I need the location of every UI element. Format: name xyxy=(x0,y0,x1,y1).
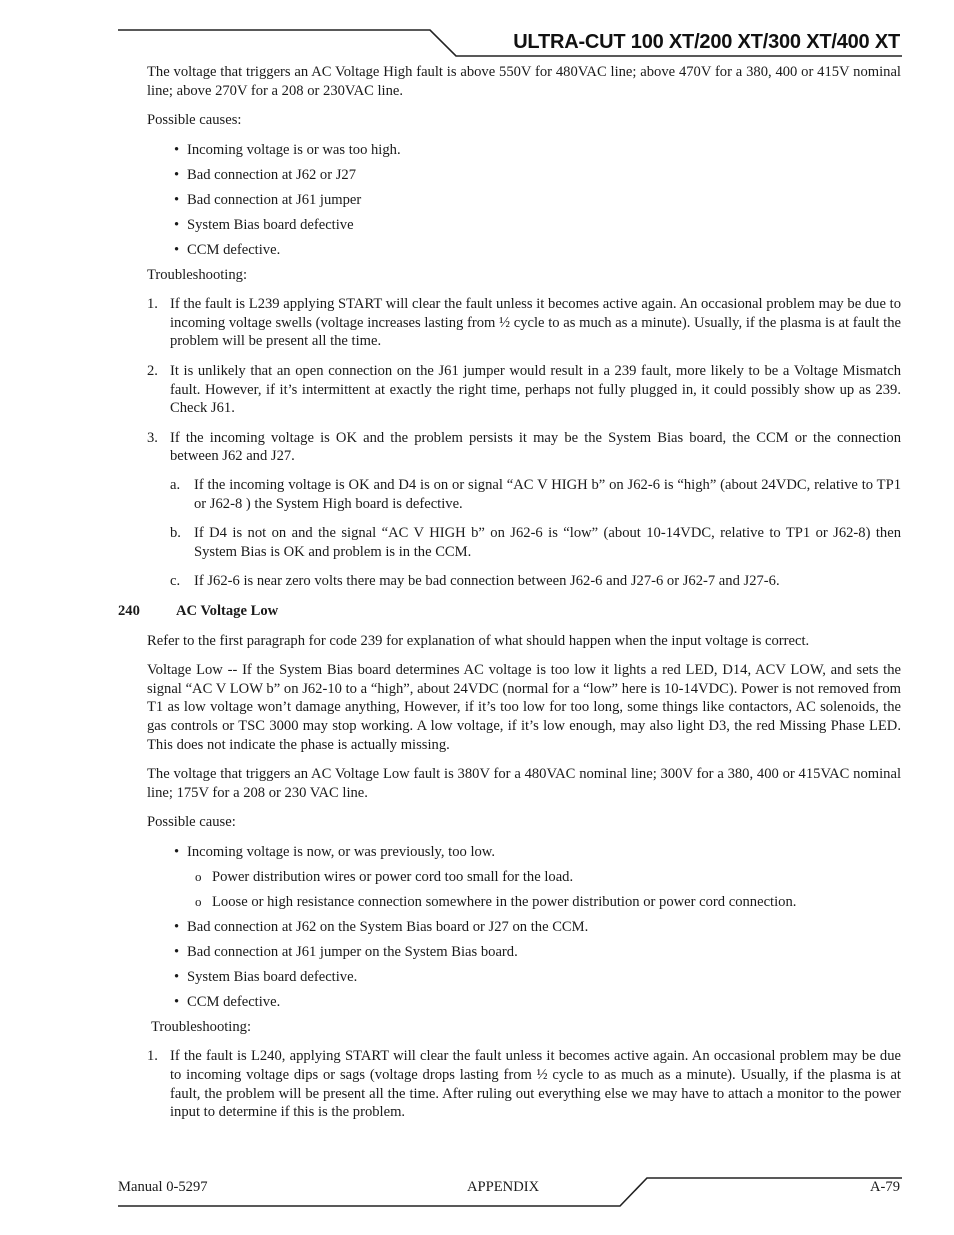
section-heading-240 xyxy=(118,602,901,621)
list-item: o Loose or high resistance connection somewhere in the power distribution or power cord connection. xyxy=(147,893,901,912)
list-item xyxy=(170,572,901,591)
list-item xyxy=(147,362,901,418)
high-causes-list xyxy=(147,141,901,260)
list-item: • Bad connection at J61 jumper xyxy=(147,191,901,210)
low-troubleshooting-label: Troubleshooting: xyxy=(151,1018,252,1035)
refer-paragraph: Refer to the first paragraph for code 239 for explanation of what should happen when the input voltage is correct. xyxy=(147,632,810,649)
low-trigger-paragraph: The voltage that triggers an AC Voltage Low fault is 380V for a 480VAC nominal line; 300V for a 380, 400 or 415VAC nominal line; 175V for a 208 or 230 VAC line. xyxy=(147,766,901,801)
substep-letter: c. xyxy=(170,573,181,590)
step-number: 1. xyxy=(147,1048,158,1065)
voltage-low-paragraph: Voltage Low -- If the System Bias board determines AC voltage is too low it lights a red LED, D14, ACV LOW, and sets the signal “AC V LOW b” on J62-10 to a “high”, about 24VDC (normal for a “low” here is 10-14VDC). Power is not removed from T1 as low voltage won’t damage anything, However, if it’s too low for too long, some things like contactors, AC solenoids, the gas controls or TSC 3000 may stop working. A low voltage, if it’s low enough, may also light D3, the red Missing Phase LED. This does not indicate the phase is actually missing. xyxy=(147,662,901,753)
list-item xyxy=(170,476,901,513)
list-item: • Incoming voltage is or was too high. xyxy=(147,141,901,160)
low-cause-label: Possible cause: xyxy=(147,814,236,831)
step-text: If the fault is L240, applying START will clear the fault unless it becomes active again. An occasional problem may be due to incoming voltage dips or sags (voltage drops lasting from ½ cycle to as much as a minute). Usually, if the plasma is at fault, the problem will be present all the time. After ruling out everything else we may have to attach a monitor to the power input to determine if this is the problem. xyxy=(170,1048,901,1121)
list-item: • System Bias board defective xyxy=(147,216,901,235)
footer-section: APPENDIX xyxy=(467,1179,540,1195)
step-number: 1. xyxy=(147,296,158,313)
list-item: • Incoming voltage is now, or was previously, too low. xyxy=(147,843,901,862)
list-item: • CCM defective. xyxy=(147,241,901,260)
document-title: ULTRA-CUT 100 XT/200 XT/300 XT/400 XT xyxy=(513,31,900,53)
list-item: • CCM defective. xyxy=(147,993,901,1012)
substep-text: If D4 is not on and the signal “AC V HIGH b” on J62-6 is “low” (about 10-14VDC, relative to TP1 or J62-8) then System Bias is OK and problem is in the CCM. xyxy=(194,525,901,560)
page-number: A-79 xyxy=(870,1179,900,1195)
list-item: • System Bias board defective. xyxy=(147,968,901,987)
list-item: • Bad connection at J61 jumper on the System Bias board. xyxy=(147,943,901,962)
step-text: If the incoming voltage is OK and the problem persists it may be the System Bias board, the CCM or the connection between J62 and J27. xyxy=(170,429,901,465)
low-troubleshooting-steps xyxy=(147,1047,901,1121)
low-causes-list xyxy=(147,843,901,1012)
substep-letter: a. xyxy=(170,477,181,494)
list-item: o Power distribution wires or power cord too small for the load. xyxy=(147,868,901,887)
list-item xyxy=(147,295,901,351)
high-troubleshooting-label: Troubleshooting: xyxy=(147,266,248,283)
substeps-list xyxy=(170,476,901,591)
substep-letter: b. xyxy=(170,525,181,542)
page-body xyxy=(118,63,901,1133)
high-causes-label: Possible causes: xyxy=(147,112,242,129)
manual-number: Manual 0-5297 xyxy=(118,1179,208,1195)
list-item: • Bad connection at J62 on the System Bias board or J27 on the CCM. xyxy=(147,918,901,937)
section-code: 240 xyxy=(118,603,140,620)
section-title: AC Voltage Low xyxy=(176,603,279,620)
step-number: 3. xyxy=(147,429,158,446)
list-item xyxy=(147,1047,901,1121)
list-item xyxy=(170,524,901,561)
high-trigger-paragraph: The voltage that triggers an AC Voltage High fault is above 550V for 480VAC line; above 470V for a 380, 400 or 415V nominal line; above 270V for a 208 or 230VAC line. xyxy=(147,64,901,99)
high-troubleshooting-steps xyxy=(147,295,901,591)
substep-text: If the incoming voltage is OK and D4 is on or signal “AC V HIGH b” on J62-6 is “high” (about 24VDC, relative to TP1 or J62-8 ) the System High board is defective. xyxy=(194,477,901,512)
list-item: • Bad connection at J62 or J27 xyxy=(147,166,901,185)
step-number: 2. xyxy=(147,363,158,380)
substep-text: If J62-6 is near zero volts there may be bad connection between J62-6 and J27-6 or J62-7 and J27-6. xyxy=(194,573,780,590)
step-text: It is unlikely that an open connection on the J61 jumper would result in a 239 fault, more likely to be a Voltage Mismatch fault. However, if it’s intermittent at exactly the right time, perhaps not fully plugged in, it could possibly show up as 239. Check J61. xyxy=(170,363,901,417)
step-text: If the fault is L239 applying START will clear the fault unless it becomes active again. An occasional problem may be due to incoming voltage swells (voltage increases lasting from ½ cycle to as much as a minute). Usually, if the plasma is at fault the problem will be present all the time. xyxy=(170,296,901,350)
list-item xyxy=(147,429,901,591)
